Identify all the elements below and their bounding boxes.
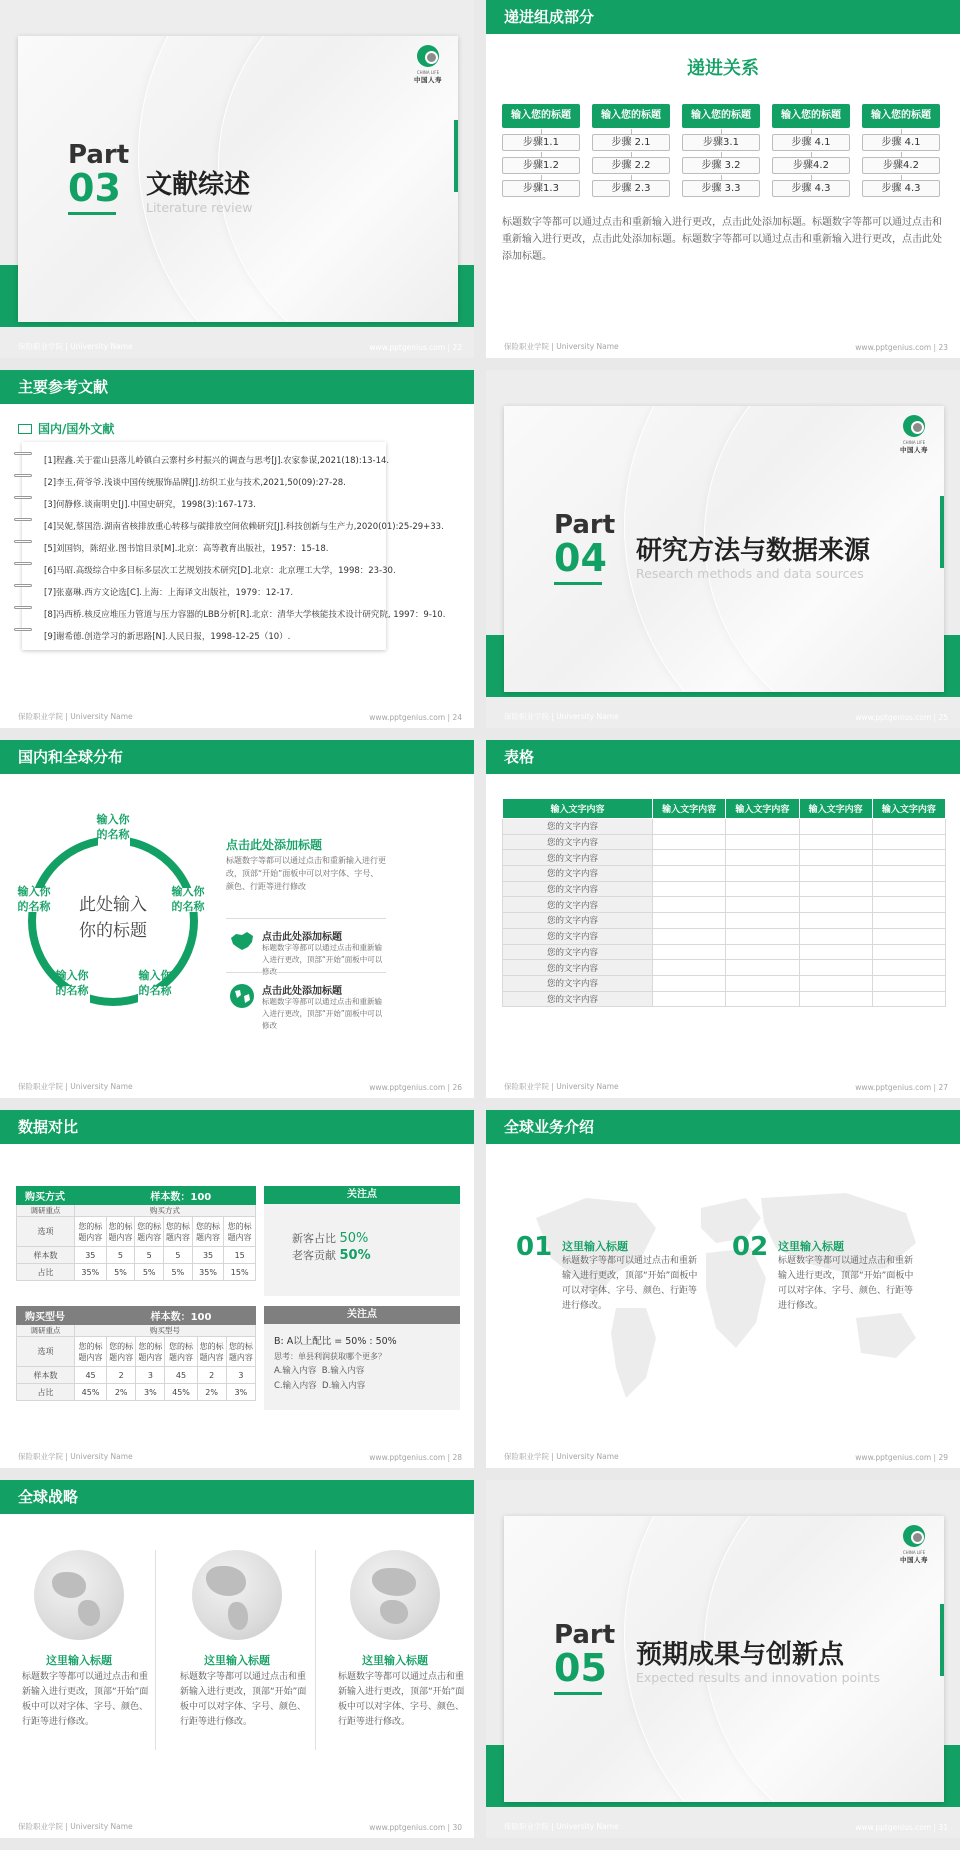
reference-item: [4]吴妮,蔡国浩.湖南省核排放重心转移与碳排放空间依赖研究[J].科技创新与生产力,2020(01):25-29+33. <box>44 522 444 532</box>
progress-column: 输入您的标题 步骤3.1 步骤 3.2 步骤 3.3 <box>682 104 760 197</box>
china-life-logo: CHINA LIFE 中国人寿 <box>408 44 448 84</box>
section-title: 国内/国外文献 <box>18 420 114 437</box>
slide-24[interactable] <box>0 370 474 728</box>
accent-bar <box>940 1604 944 1676</box>
table-header: 输入文字内容 <box>503 799 653 819</box>
item-title: 这里输入标题 <box>778 1240 844 1253</box>
slide-29[interactable] <box>486 1110 960 1468</box>
reference-item: [3]何静修.谈南明史[J].中国史研究，1998(3):167-173. <box>44 500 256 510</box>
progress-column: 输入您的标题 步骤 4.1 步骤4.2 步骤 4.3 <box>862 104 940 197</box>
table-row: 您的文字内容 <box>503 834 946 850</box>
slide-25[interactable] <box>486 370 960 728</box>
part-label: Part <box>554 1620 616 1650</box>
part-number: 03 <box>68 166 121 210</box>
table-row: 您的文字内容 <box>503 944 946 960</box>
ring-icon <box>14 562 32 565</box>
reference-item: [5]刘国钧，陈绍业.图书馆目录[M].北京：高等教育出版社，1957：15-18. <box>44 544 329 554</box>
slide-28[interactable] <box>0 1110 474 1468</box>
book-icon <box>18 424 32 434</box>
slide-26[interactable] <box>0 740 474 1098</box>
part-label: Part <box>554 510 616 540</box>
globe-icon <box>350 1550 440 1640</box>
footer-site: www.pptgenius.com | 24 <box>369 713 462 722</box>
footer-university: 保险职业学院 | University Name <box>18 712 133 721</box>
cover-card <box>504 1516 944 1802</box>
item-number: 02 <box>732 1232 769 1262</box>
item-paragraph: 标题数字等都可以通过点击和重新输入进行更改，顶部“开始”面板中可以对字体、字号、颜色、行距等进行修改。 <box>180 1672 307 1727</box>
reference-item: [9]谢希德.创造学习的新思路[N].人民日报，1998-12-25（10）. <box>44 632 291 642</box>
ring-icon <box>14 606 32 609</box>
slide-title: 文献综述 <box>146 170 251 200</box>
footer-site: www.pptgenius.com | 23 <box>855 343 948 352</box>
footer-university: 保险职业学院 | University Name <box>18 1822 133 1831</box>
table-row: 您的文字内容 <box>503 881 946 897</box>
item-label: 输入你 的名称 <box>171 885 205 913</box>
slide-header: 全球战略 <box>0 1480 474 1514</box>
slide-header: 递进组成部分 <box>486 0 960 34</box>
reference-item: [6]马昭.高级综合中多目标多层次工艺规划技术研究[D].北京：北京理工大学，1998：23-30. <box>44 566 396 576</box>
table-row: 您的文字内容 <box>503 960 946 976</box>
slide-header: 表格 <box>486 740 960 774</box>
table-header: 输入文字内容 <box>653 799 726 819</box>
part-label: Part <box>68 140 130 170</box>
table-row: 您的文字内容 <box>503 975 946 991</box>
item-title: 这里输入标题 <box>46 1654 112 1667</box>
focus-box: 关注点 B: A以上配比 = 50% : 50% 思考：单县利润获取哪个更多？ A.输入内容 B.输入内容 C.输入内容 D.输入内容 <box>264 1306 460 1410</box>
part-underline <box>68 212 116 215</box>
progress-column: 输入您的标题 步骤1.1 步骤1.2 步骤1.3 <box>502 104 580 197</box>
ring-icon <box>14 452 32 455</box>
item-paragraph: 标题数字等都可以通过点击和重新输入进行更改，顶部“开始”面板中可以修改 <box>262 997 383 1030</box>
footer-site: www.pptgenius.com | 30 <box>369 1823 462 1832</box>
item-title: 点击此处添加标题 <box>262 932 342 943</box>
item-label: 输入你 的名称 <box>17 885 51 913</box>
part-number: 04 <box>554 536 607 580</box>
footer-site: www.pptgenius.com | 22 <box>369 343 462 352</box>
item-title: 这里输入标题 <box>562 1240 628 1253</box>
ring-icon <box>14 584 32 587</box>
table-row: 您的文字内容 <box>503 866 946 882</box>
reference-item: [7]张嘉琳.西方文论选[C].上海：上海译文出版社，1979：12-17. <box>44 588 294 598</box>
table-header: 输入文字内容 <box>726 799 799 819</box>
footer-university: 保险职业学院 | University Name <box>18 342 133 351</box>
slide-subtitle: Expected results and innovation points <box>636 1670 880 1685</box>
center-title: 此处输入 你的标题 <box>79 895 147 941</box>
footer-site: www.pptgenius.com | 27 <box>855 1083 948 1092</box>
footer-university: 保险职业学院 | University Name <box>504 1452 619 1461</box>
item-title: 这里输入标题 <box>204 1654 270 1667</box>
ring-icon <box>14 518 32 521</box>
reference-item: [8]冯西桥.核反应堆压力管道与压力容器的LBB分析[R].北京：清华大学核能技术设计研究院, 1997：9-10. <box>44 610 446 620</box>
item-number: 01 <box>516 1232 553 1262</box>
china-life-logo: CHINA LIFE 中国人寿 <box>894 414 934 454</box>
slide-23[interactable] <box>486 0 960 358</box>
item-title: 这里输入标题 <box>362 1654 428 1667</box>
item-paragraph: 标题数字等都可以通过点击和重新输入进行更改，顶部“开始”面板中可以对字体、字号、颜色、行距等进行修改。 <box>778 1256 914 1311</box>
item-label: 输入你 的名称 <box>96 813 130 841</box>
part-number: 05 <box>554 1646 607 1690</box>
globe-icon <box>34 1550 124 1640</box>
footer-university: 保险职业学院 | University Name <box>504 342 619 351</box>
progress-column: 输入您的标题 步骤 2.1 步骤 2.2 步骤 2.3 <box>592 104 670 197</box>
footer-university: 保险职业学院 | University Name <box>18 1452 133 1461</box>
item-paragraph: 标题数字等都可以通过点击和重新输入进行更改，顶部“开始”面板中可以对字体、字号、颜色、行距等进行修改。 <box>22 1672 149 1727</box>
slide-title: 预期成果与创新点 <box>636 1640 845 1670</box>
slide-22[interactable] <box>0 0 474 358</box>
footer-site: www.pptgenius.com | 31 <box>855 1823 948 1832</box>
focus-box: 关注点 新客占比 50% 老客贡献 50% <box>264 1186 460 1296</box>
footer-university: 保险职业学院 | University Name <box>18 1082 133 1091</box>
footer-university: 保险职业学院 | University Name <box>504 1082 619 1091</box>
cover-card <box>18 36 458 322</box>
globe-icon <box>192 1550 282 1640</box>
accent-bar <box>454 120 458 192</box>
item-title: 点击此处添加标题 <box>262 986 342 997</box>
slide-subtitle: Research methods and data sources <box>636 566 864 581</box>
slide-subtitle: Literature review <box>146 200 253 215</box>
slide-27[interactable] <box>486 740 960 1098</box>
table-row: 您的文字内容 <box>503 897 946 913</box>
notebook <box>22 442 446 650</box>
ring-icon <box>14 474 32 477</box>
slide-header: 国内和全球分布 <box>0 740 474 774</box>
reference-item: [2]李玉,荷爷爷.浅谈中国传统服饰品牌[J].纺织工业与技术,2021,50(09):27-28. <box>44 478 346 488</box>
right-paragraph: 标题数字等都可以通过点击和重新输入进行更改，顶部“开始”面板中可以对字体、字号、颜色、行距等进行修改 <box>226 856 386 891</box>
footer-university: 保险职业学院 | University Name <box>504 1822 619 1831</box>
comparison-table: 购买方式 样本数：100 调研重点 购买方式 选项 您的标题内容 您的标题内容 您的标题内容 您的标题内容 您的标题内容 您的标题内容 样本数 35 5 5 5 35 15 占比 35% 5% 5% 5% 35% 15% <box>16 1186 256 1281</box>
footer-university: 保险职业学院 | University Name <box>504 712 619 721</box>
slide-title: 研究方法与数据来源 <box>636 536 871 566</box>
slide-header: 数据对比 <box>0 1110 474 1144</box>
table-row: 您的文字内容 <box>503 850 946 866</box>
ring-icon <box>14 540 32 543</box>
slide-header: 全球业务介绍 <box>486 1110 960 1144</box>
item-paragraph: 标题数字等都可以通过点击和重新输入进行更改，顶部“开始”面板中可以对字体、字号、颜色、行距等进行修改。 <box>338 1672 465 1727</box>
part-underline <box>554 582 602 585</box>
reference-item: [1]程鑫.关于霍山县落儿岭镇白云寨村乡村振兴的调查与思考[J].农家参谋,2021(18):13-14. <box>44 456 390 466</box>
progress-column: 输入您的标题 步骤 4.1 步骤4.2 步骤 4.3 <box>772 104 850 197</box>
slide-header: 主要参考文献 <box>0 370 474 404</box>
comparison-table: 购买型号 样本数：100 调研重点 购买型号 选项 您的标题内容 您的标题内容 您的标题内容 您的标题内容 您的标题内容 您的标题内容 样本数 45 2 3 45 2 3 占比 45% 2% 3% 45% 2% 3% <box>16 1306 256 1401</box>
ring-icon <box>14 628 32 631</box>
slide-31[interactable] <box>486 1480 960 1838</box>
body-paragraph: 标题数字等都可以通过点击和重新输入进行更改，点击此处添加标题。标题数字等都可以通过点击和重新输入进行更改，点击此处添加标题。标题数字等都可以通过点击和重新输入进行更改，点击此处添加标题。 <box>502 217 942 262</box>
table-row: 您的文字内容 <box>503 928 946 944</box>
part-underline <box>554 1692 602 1695</box>
accent-bar <box>940 496 944 568</box>
footer-site: www.pptgenius.com | 29 <box>855 1453 948 1462</box>
item-label: 输入你 的名称 <box>55 969 89 997</box>
footer-site: www.pptgenius.com | 25 <box>855 713 948 722</box>
china-map-icon <box>228 928 256 956</box>
table-row: 您的文字内容 <box>503 819 946 835</box>
footer-site: www.pptgenius.com | 28 <box>369 1453 462 1462</box>
item-paragraph: 标题数字等都可以通过点击和重新输入进行更改，顶部“开始”面板中可以 <box>262 943 383 964</box>
table-row: 您的文字内容 <box>503 913 946 929</box>
ring-icon <box>14 496 32 499</box>
china-life-logo: CHINA LIFE 中国人寿 <box>894 1524 934 1564</box>
slide-30[interactable] <box>0 1480 474 1838</box>
right-title: 点击此处添加标题 <box>226 838 323 852</box>
table-header: 输入文字内容 <box>872 799 945 819</box>
data-table <box>502 798 946 1007</box>
item-paragraph: 标题数字等都可以通过点击和重新输入进行更改，顶部“开始”面板中可以对字体、字号、颜色、行距等进行修改。 <box>562 1256 698 1311</box>
table-header: 输入文字内容 <box>799 799 872 819</box>
big-title: 递进关系 <box>687 58 759 79</box>
globe-icon <box>228 982 256 1010</box>
footer-site: www.pptgenius.com | 26 <box>369 1083 462 1092</box>
cover-card <box>504 406 944 692</box>
table-row: 您的文字内容 <box>503 991 946 1007</box>
item-label: 输入你 的名称 <box>138 969 172 997</box>
